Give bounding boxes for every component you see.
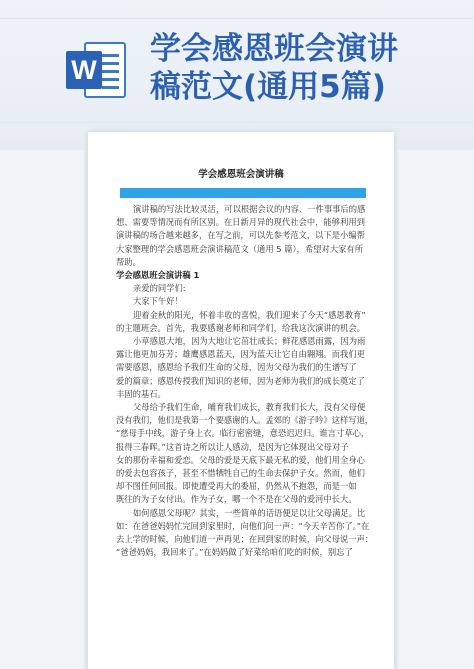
- banner-title-line2: 稿范文(通用5篇): [150, 69, 386, 105]
- paragraph-1: 迎着金秋的阳光，怀着丰收的喜悦，我们迎来了今天“感恩教育” 的主题班会。首先，我要感谢老师和同学们，给我这次演讲的机会。: [116, 309, 366, 333]
- background-stripe: [0, 122, 474, 123]
- banner-title: [150, 30, 470, 106]
- banner-title-line1: 学会感恩班会演讲: [150, 31, 398, 67]
- document-body: [116, 203, 374, 559]
- section-title: 学会感恩班会演讲稿 1: [116, 270, 200, 281]
- word-document-icon: [66, 40, 128, 100]
- greeting: 亲爱的同学们:: [133, 283, 186, 294]
- document-heading: 学会感恩班会演讲稿: [198, 169, 284, 180]
- heading-accent-bar: [120, 188, 366, 198]
- intro-paragraph: 演讲稿的写法比较灵活，可以根据会议的内容、一件事事后的感 想、需要等情况而有所区别。在日新月异的现代社会中，能够利用到 演讲稿的场合越来越多，在写之前，可以先参考范文，以下是小编帮 大家整理的学会感恩班会演讲稿范文（通用 5 篇），希望对大家有所 帮助。: [116, 204, 366, 267]
- paragraph-3: 父母给予我们生命，哺育我们成长，教育我们长大，没有父母便 没有我们，他们是我第一个要感谢的人。孟郊的《游子吟》这样写道， “慈母手中线，游子身上衣。临行密密缝，意恐迟迟归。谁言寸草心， 报得三春晖。”这首诗之所以让人感动，是因为它体现出父母对子 女的那份幸福和爱恋。父母的爱是天底下最无私的爱，他们用全身心 的爱去包容孩子，甚至不惜牺牲自己的生命去保护子女。然而，他们 却不图任何回报。即使遭受再大的委屈，仍然从不抱怨，而是一如 既往的为子女付出。作为子女，哪一个不是在父母的爱河中长大。: [116, 402, 374, 505]
- hello-line: 大家下午好！: [133, 296, 183, 307]
- paragraph-2: 小草感恩大地，因为大地让它茁壮成长；鲜花感恩雨露，因为雨 露让他更加芬芳；雄鹰感恩蓝天，因为蓝天让它自由翱翔。而我们更 需要感恩，感恩给予我们生命的父母，因为父母为我们的生谱写了 爱的篇章；感恩传授我们知识的老师，因为老师为我们的成长奠定了 丰固的基石。: [116, 336, 366, 399]
- paragraph-4: 如何感恩父母呢？其实，一些简单的话语便足以让父母满足。比 如：在爸爸妈妈忙完回到家里时，向他们问一声：“今天辛苦你了。”在 去上学的时候，向他们道一声再见；在回到家的时候，向父母说一声： “爸爸妈妈，我回来了。”在妈妈做了好菜给咱们吃的时候，别忘了: [116, 507, 374, 558]
- background-stripe: [0, 18, 474, 19]
- word-letter-badge: W: [66, 51, 102, 89]
- document-page: [88, 132, 394, 669]
